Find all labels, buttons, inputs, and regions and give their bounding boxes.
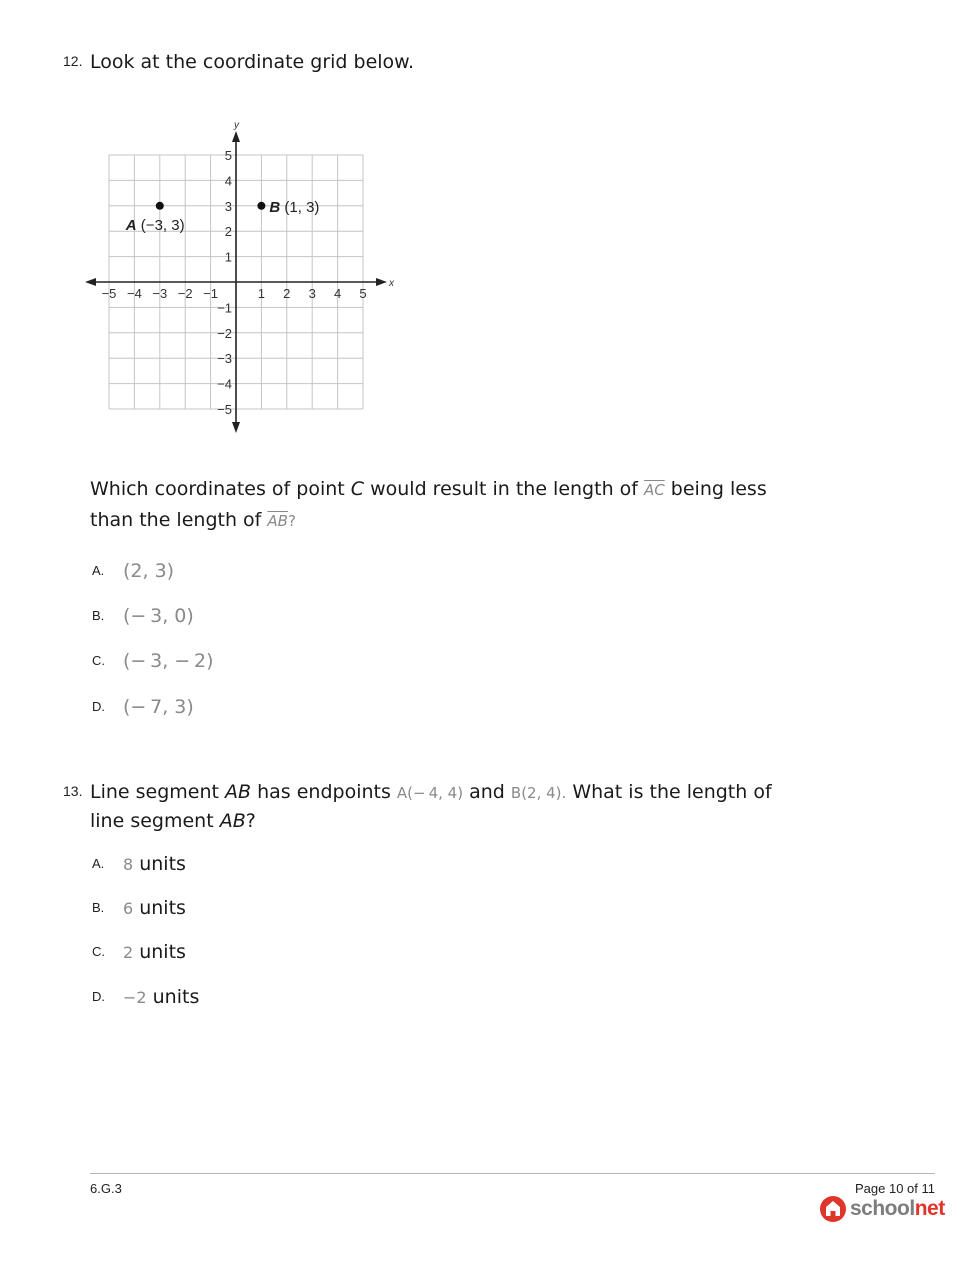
coordinate-grid xyxy=(85,118,405,448)
y-tick-label: 3 xyxy=(224,198,232,214)
x-axis-arrow-right xyxy=(376,278,387,286)
y-tick-label: −3 xyxy=(217,351,232,367)
point-a xyxy=(156,202,164,210)
x-tick-label: −4 xyxy=(126,286,142,301)
y-tick-label: −2 xyxy=(217,325,232,341)
question-number: 12. xyxy=(63,53,83,69)
point-b xyxy=(257,202,265,210)
segment-ac: $\overline{AC}$ xyxy=(644,481,665,499)
y-axis-arrow-down xyxy=(232,422,240,433)
x-tick-label: 5 xyxy=(359,286,367,301)
x-tick-label: 2 xyxy=(283,286,291,301)
x-tick-label: 1 xyxy=(257,286,266,301)
standard-code: 6.G.3 xyxy=(90,1181,122,1196)
footer-divider xyxy=(90,1173,935,1174)
segment-ab: $\overline{AB}$ xyxy=(267,512,288,530)
question-number: 13. xyxy=(63,783,83,799)
y-tick-label: 4 xyxy=(224,173,232,189)
point-label-a: A (−3, 3) xyxy=(125,216,185,234)
x-axis-arrow-left xyxy=(85,278,96,286)
point-b-coords: B(2, 4). xyxy=(510,784,567,802)
x-tick-label: −2 xyxy=(177,286,193,301)
y-tick-label: 2 xyxy=(224,224,232,240)
y-tick-label: 5 xyxy=(224,148,232,163)
y-axis-label: y xyxy=(234,120,239,131)
x-tick-label: 3 xyxy=(308,286,316,301)
question-stem: Which coordinates of point C would result in the length of $\overline{AC}$ being less than the length of $\overline{AB}$? xyxy=(90,478,767,531)
x-tick-label: −3 xyxy=(152,286,168,301)
point-a-coords: A(− 4, 4) xyxy=(396,784,464,802)
y-tick-label: −4 xyxy=(217,376,232,392)
y-tick-label: −1 xyxy=(217,300,232,316)
y-tick-label: −5 xyxy=(217,402,232,417)
question-prompt: Look at the coordinate grid below. xyxy=(90,51,415,73)
question-stem: Line segment AB has endpoints A(− 4, 4) and B(2, 4). What is the length of line segment AB? xyxy=(90,781,772,832)
x-tick-label: −5 xyxy=(101,286,117,301)
y-axis-arrow-up xyxy=(232,131,240,142)
point-label-b: B (1, 3) xyxy=(269,198,320,216)
x-axis-label: x xyxy=(389,278,394,289)
page-number: Page 10 of 11 xyxy=(855,1181,935,1196)
x-tick-label: 4 xyxy=(333,286,342,301)
y-tick-label: 1 xyxy=(224,249,232,265)
house-icon xyxy=(820,1196,846,1222)
x-tick-label: −1 xyxy=(203,286,219,301)
schoolnet-logo: schoolnet xyxy=(820,1194,945,1224)
